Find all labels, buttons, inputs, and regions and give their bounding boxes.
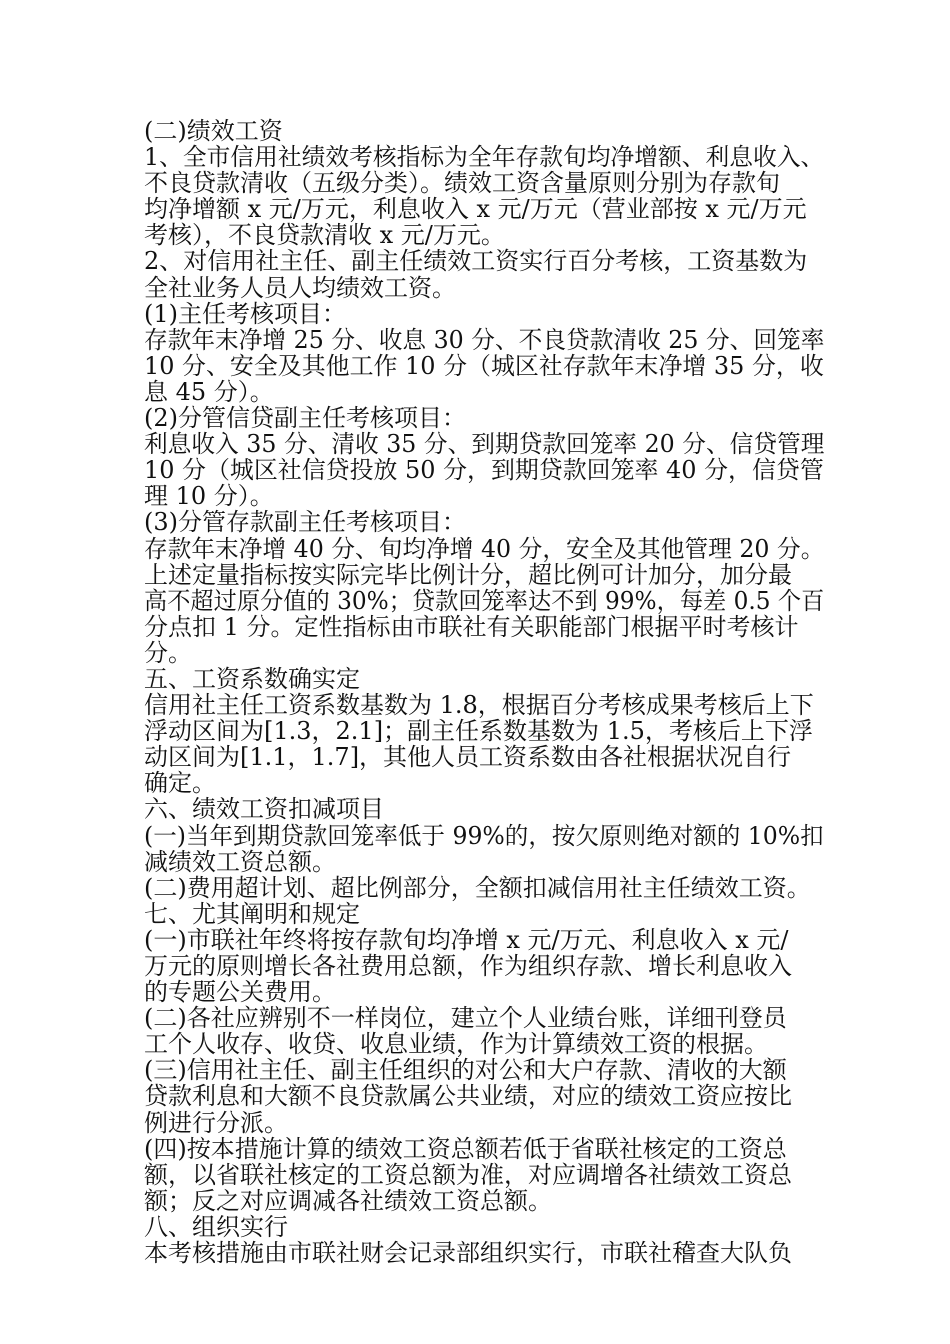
- text-line: 2、对信用社主任、副主任绩效工资实行百分考核，工资基数为: [144, 247, 808, 276]
- text-line: (四)按本措施计算的绩效工资总额若低于省联社核定的工资总: [144, 1134, 787, 1163]
- text-line: 息 45 分）。: [144, 377, 274, 406]
- text-line: 额，以省联社核定的工资总额为准，对应调增各社绩效工资总: [144, 1160, 792, 1189]
- text-line: (二)绩效工资: [144, 117, 283, 145]
- text-line: 确定。: [144, 769, 216, 798]
- text-line: 10 分（城区社信贷投放 50 分，到期贷款回笼率 40 分，信贷管: [144, 456, 824, 485]
- text-line: 八、组织实行: [144, 1212, 288, 1241]
- text-line: 额；反之对应调减各社绩效工资总额。: [144, 1186, 552, 1215]
- text-line: (3)分管存款副主任考核项目：: [144, 508, 466, 537]
- text-line: 考核），不良贷款清收 x 元/万元。: [144, 221, 505, 250]
- text-line: (一)市联社年终将按存款旬均净增 x 元/万元、利息收入 x 元/: [144, 925, 789, 954]
- text-line: 万元的原则增长各社费用总额，作为组织存款、增长利息收入: [144, 952, 792, 980]
- text-line: 动区间为[1.1，1.7]，其他人员工资系数由各社根据状况自行: [144, 743, 792, 772]
- text-line: 分。: [144, 638, 192, 667]
- text-line: 本考核措施由市联社财会记录部组织实行，市联社稽查大队负: [144, 1239, 792, 1268]
- text-line: 不良贷款清收（五级分类）。绩效工资含量原则分别为存款旬: [144, 169, 780, 198]
- text-line: 1、全市信用社绩效考核指标为全年存款旬均净增额、利息收入、: [144, 143, 825, 172]
- text-line: (三)信用社主任、副主任组织的对公和大户存款、清收的大额: [144, 1056, 787, 1085]
- text-line: 五、工资系数确实定: [144, 664, 360, 693]
- text-line: 七、尤其阐明和规定: [144, 899, 360, 928]
- text-line: 信用社主任工资系数基数为 1.8，根据百分考核成果考核后上下: [144, 691, 814, 720]
- text-line: 减绩效工资总额。: [144, 847, 336, 876]
- text-line: (2)分管信贷副主任考核项目：: [144, 404, 466, 433]
- text-line: 全社业务人员人均绩效工资。: [144, 273, 456, 302]
- text-line: 利息收入 35 分、清收 35 分、到期贷款回笼率 20 分、信贷管理: [144, 430, 825, 459]
- text-line: 均净增额 x 元/万元，利息收入 x 元/万元（营业部按 x 元/万元: [144, 195, 807, 224]
- text-line: (二)各社应辨别不一样岗位，建立个人业绩台账，详细刊登员: [144, 1004, 787, 1033]
- text-line: 存款年末净增 40 分、旬均净增 40 分，安全及其他管理 20 分。: [144, 534, 825, 563]
- text-line: 10 分、安全及其他工作 10 分（城区社存款年末净增 35 分，收: [144, 351, 824, 380]
- text-line: (1)主任考核项目：: [144, 299, 346, 328]
- text-line: 贷款利息和大额不良贷款属公共业绩，对应的绩效工资应按比: [144, 1082, 792, 1111]
- text-line: 理 10 分）。: [144, 482, 274, 511]
- text-line: 例进行分派。: [144, 1108, 288, 1137]
- text-line: 六、绩效工资扣减项目: [144, 795, 384, 824]
- text-line: 工个人收存、收贷、收息业绩，作为计算绩效工资的根据。: [144, 1030, 768, 1059]
- text-line: (二)费用超计划、超比例部分，全额扣减信用社主任绩效工资。: [144, 873, 811, 902]
- text-line: 上述定量指标按实际完毕比例计分，超比例可计加分，加分最: [144, 560, 792, 589]
- text-line: 存款年末净增 25 分、收息 30 分、不良贷款清收 25 分、回笼率: [144, 325, 825, 354]
- document-body: [144, 117, 825, 1268]
- text-line: 的专题公关费用。: [144, 978, 336, 1007]
- text-line: 分点扣 1 分。定性指标由市联社有关职能部门根据平时考核计: [144, 612, 799, 641]
- text-line: 浮动区间为[1.3，2.1]；副主任系数基数为 1.5，考核后上下浮: [144, 717, 813, 746]
- text-line: 高不超过原分值的 30%；贷款回笼率达不到 99%，每差 0.5 个百: [144, 586, 825, 615]
- text-line: (一)当年到期贷款回笼率低于 99%的，按欠原则绝对额的 10%扣: [144, 821, 824, 850]
